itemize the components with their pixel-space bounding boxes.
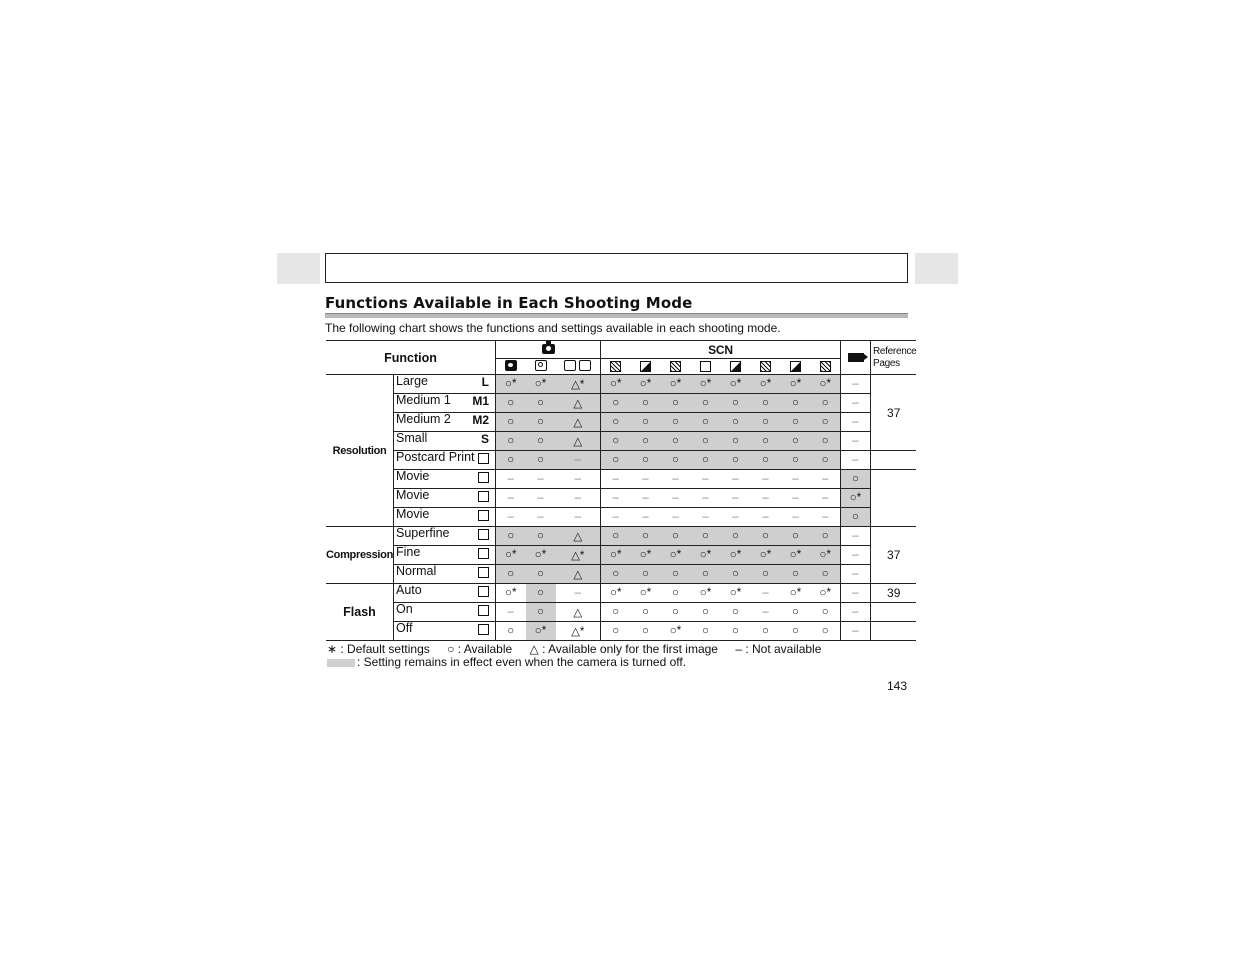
mode-cell: ○ (811, 394, 841, 413)
row-setting-icon: S (480, 432, 489, 446)
mode-cell: – (661, 470, 691, 489)
mode-cell: △ (556, 603, 601, 622)
table-row (326, 603, 916, 622)
row-setting-icon (478, 489, 489, 503)
right-page-tab (915, 253, 958, 284)
mode-cell: – (751, 603, 781, 622)
mode-cell: ○ (721, 451, 751, 470)
mode-cell: ○ (661, 394, 691, 413)
mode-cell: ○ (631, 432, 661, 451)
mode-cell: – (781, 489, 811, 508)
mode-cell: ○ (601, 432, 631, 451)
mode-cell: ○ (496, 413, 526, 432)
mode-cell: ○ (811, 451, 841, 470)
reference-page-cell: 37 (871, 375, 917, 451)
row-label (394, 508, 496, 527)
mode-cell: ○ (526, 413, 556, 432)
mode-cell: ○ (691, 432, 721, 451)
mode-cell: △ (556, 565, 601, 584)
mode-cell: – (526, 489, 556, 508)
mode-cell: – (721, 508, 751, 527)
mode-cell: ○* (496, 584, 526, 603)
mode-cell: – (751, 470, 781, 489)
mode-cell: ○ (811, 565, 841, 584)
mode-cell: – (526, 508, 556, 527)
row-setting-icon (478, 584, 489, 598)
mode-cell: ○ (781, 394, 811, 413)
mode-cell: ○* (781, 546, 811, 565)
mode-cell: – (496, 508, 526, 527)
gray-swatch (327, 659, 355, 667)
mode-cell: ○ (496, 622, 526, 641)
mode-cell: ○ (661, 432, 691, 451)
beach-header (781, 359, 811, 375)
row-setting-icon: M2 (472, 413, 489, 427)
mode-cell: ○ (811, 527, 841, 546)
row-label (394, 394, 496, 413)
mode-cell: – (631, 489, 661, 508)
mode-cell: – (781, 508, 811, 527)
mode-cell: – (781, 470, 811, 489)
mode-cell: – (811, 489, 841, 508)
row-setting-icon (478, 546, 489, 560)
reference-header-line1: Reference (873, 345, 917, 357)
row-label (394, 470, 496, 489)
setting-icon (478, 472, 489, 483)
row-setting-icon (478, 622, 489, 636)
mode-cell: ○ (601, 527, 631, 546)
legend-default: ∗ : Default settings (327, 642, 430, 656)
page-number: 143 (887, 679, 908, 693)
mode-cell: ○ (601, 394, 631, 413)
mode-cell: ○* (721, 584, 751, 603)
mode-cell: △ (556, 413, 601, 432)
mode-cell: ○* (781, 375, 811, 394)
mode-cell: ○* (661, 546, 691, 565)
mode-cell: ○* (526, 375, 556, 394)
night-snapshot-icon (640, 361, 651, 372)
legend-first-image: △ : Available only for the first image (529, 642, 718, 656)
table-row (326, 470, 916, 489)
mode-cell: – (751, 508, 781, 527)
mode-cell: ○ (526, 527, 556, 546)
function-chart (326, 340, 916, 641)
mode-cell: ○ (631, 451, 661, 470)
scn-group-header: SCN (601, 341, 841, 359)
mode-cell: ○* (751, 375, 781, 394)
mode-cell: – (841, 565, 871, 584)
mode-cell: – (841, 432, 871, 451)
portrait-header (601, 359, 631, 375)
mode-cell: – (601, 489, 631, 508)
mode-cell: ○* (661, 375, 691, 394)
row-label-text: Off (396, 621, 413, 635)
mode-cell: △* (556, 546, 601, 565)
mode-cell: ○ (601, 451, 631, 470)
setting-icon (478, 453, 489, 464)
mode-cell: ○ (811, 622, 841, 641)
reference-page-cell (871, 622, 917, 641)
row-label (394, 584, 496, 603)
row-label-text: Fine (396, 545, 421, 559)
setting-icon (478, 548, 489, 559)
stitch-assist-icon (564, 360, 576, 371)
mode-cell: ○ (721, 622, 751, 641)
row-setting-icon: L (481, 375, 489, 389)
mode-cell: ○ (661, 603, 691, 622)
row-label (394, 451, 496, 470)
mode-cell: – (721, 489, 751, 508)
mode-cell: ○ (631, 394, 661, 413)
mode-cell: △ (556, 432, 601, 451)
mode-cell: ○ (526, 432, 556, 451)
mode-cell: ○ (751, 413, 781, 432)
legend-not-available: – : Not available (735, 642, 822, 656)
mode-cell: – (841, 603, 871, 622)
mode-cell: ○* (496, 375, 526, 394)
mode-cell: – (496, 470, 526, 489)
table-row (326, 375, 916, 394)
mode-cell: ○ (811, 413, 841, 432)
foliage-icon (730, 361, 741, 372)
table-row (326, 565, 916, 584)
mode-cell: ○ (601, 565, 631, 584)
mode-cell: ○* (721, 375, 751, 394)
table-row (326, 432, 916, 451)
mode-cell: – (556, 489, 601, 508)
mode-cell: ○ (781, 413, 811, 432)
mode-cell: ○* (691, 546, 721, 565)
group-compression: Compression (326, 527, 394, 584)
mode-cell: ○ (721, 432, 751, 451)
table-row (326, 527, 916, 546)
row-setting-icon (478, 565, 489, 579)
mode-cell: ○ (691, 451, 721, 470)
row-label (394, 603, 496, 622)
mode-cell: ○ (601, 603, 631, 622)
function-header: Function (326, 341, 496, 375)
mode-cell: – (556, 451, 601, 470)
auto-mode-header (496, 359, 526, 375)
mode-cell: ○* (496, 546, 526, 565)
mode-cell: – (661, 489, 691, 508)
mode-cell: ○ (751, 527, 781, 546)
mode-cell: ○ (721, 565, 751, 584)
mode-cell: ○ (691, 565, 721, 584)
row-label (394, 432, 496, 451)
setting-icon (478, 624, 489, 635)
beach-icon (790, 361, 801, 372)
row-label-text: Normal (396, 564, 437, 578)
row-setting-icon (478, 603, 489, 617)
mode-cell: ○ (781, 432, 811, 451)
movie-mode-icon (848, 353, 864, 362)
mode-cell: – (631, 470, 661, 489)
snow-icon (760, 361, 771, 372)
mode-cell: ○ (841, 508, 871, 527)
snow-header (751, 359, 781, 375)
night-snapshot-header (631, 359, 661, 375)
row-setting-icon (478, 451, 489, 465)
camera-icon (542, 344, 555, 354)
indoor-icon (700, 361, 711, 372)
mode-cell: ○ (631, 413, 661, 432)
table-row (326, 622, 916, 641)
row-setting-icon (478, 508, 489, 522)
mode-cell: ○ (811, 432, 841, 451)
row-label-text: Movie (396, 488, 430, 502)
mode-cell: – (691, 508, 721, 527)
mode-cell: – (661, 508, 691, 527)
mode-cell: ○ (601, 413, 631, 432)
mode-cell: ○* (781, 584, 811, 603)
row-setting-icon (478, 470, 489, 484)
mode-cell: ○* (631, 375, 661, 394)
mode-cell: – (811, 470, 841, 489)
fireworks-header (811, 359, 841, 375)
header-box (325, 253, 908, 283)
mode-cell: ○ (526, 584, 556, 603)
mode-cell: – (751, 584, 781, 603)
mode-cell: ○ (781, 603, 811, 622)
mode-cell: ○* (841, 489, 871, 508)
reference-page-cell: 37 (871, 527, 917, 584)
row-label (394, 489, 496, 508)
table-row (326, 489, 916, 508)
mode-cell: ○ (751, 451, 781, 470)
row-label (394, 375, 496, 394)
mode-cell: ○ (721, 603, 751, 622)
mode-cell: ○* (811, 584, 841, 603)
row-label (394, 622, 496, 641)
mode-cell: ○ (526, 451, 556, 470)
mode-cell: ○ (751, 622, 781, 641)
row-label-text: Medium 1 (396, 393, 451, 407)
foliage-header (721, 359, 751, 375)
movie-mode-header (841, 341, 871, 375)
table-row (326, 413, 916, 432)
mode-cell: – (841, 394, 871, 413)
row-label-text: Medium 2 (396, 412, 451, 426)
mode-cell: – (496, 603, 526, 622)
mode-cell: – (691, 489, 721, 508)
mode-cell: ○ (661, 527, 691, 546)
reference-page-cell (871, 451, 917, 470)
group-resolution: Resolution (326, 375, 394, 527)
row-label-text: Small (396, 431, 428, 445)
left-page-tab (277, 253, 320, 284)
row-setting-icon: M1 (472, 394, 489, 408)
row-label-text: On (396, 602, 413, 616)
legend-available: ○ : Available (447, 642, 513, 656)
mode-cell: ○ (496, 565, 526, 584)
mode-cell: ○ (661, 565, 691, 584)
table-row (326, 451, 916, 470)
mode-cell: ○* (526, 546, 556, 565)
mode-cell: △* (556, 375, 601, 394)
row-setting-icon (478, 527, 489, 541)
row-label-text: Movie (396, 469, 430, 483)
mode-cell: ○ (691, 413, 721, 432)
mode-cell: ○* (631, 584, 661, 603)
mode-cell: △ (556, 527, 601, 546)
mode-cell: ○ (496, 451, 526, 470)
mode-cell: ○* (751, 546, 781, 565)
mode-cell: – (556, 584, 601, 603)
table-row (326, 546, 916, 565)
reference-header-line2: Pages (873, 357, 900, 369)
mode-cell: – (721, 470, 751, 489)
mode-cell: ○* (601, 584, 631, 603)
mode-cell: ○* (526, 622, 556, 641)
mode-cell: – (631, 508, 661, 527)
stitch-assist-header (556, 359, 601, 375)
setting-icon (478, 567, 489, 578)
mode-cell: ○ (496, 432, 526, 451)
mode-cell: ○* (691, 375, 721, 394)
row-label-text: Movie (396, 507, 430, 521)
reference-pages-header (871, 341, 917, 375)
mode-cell: – (841, 622, 871, 641)
mode-cell: – (841, 375, 871, 394)
camera-group-header (496, 341, 601, 359)
setting-icon (478, 586, 489, 597)
intro-text: The following chart shows the functions and settings available in each shooting mode. (325, 321, 781, 335)
table-row (326, 394, 916, 413)
mode-cell: ○ (526, 394, 556, 413)
mode-cell: – (841, 546, 871, 565)
mode-cell: ○* (631, 546, 661, 565)
stitch-assist-icon-2 (579, 360, 591, 371)
indoor-header (691, 359, 721, 375)
title-rule (325, 313, 908, 318)
setting-icon (478, 510, 489, 521)
mode-cell: ○ (661, 413, 691, 432)
row-label-text: Postcard Print (396, 450, 475, 464)
mode-cell: ○* (661, 622, 691, 641)
mode-cell: ○ (781, 451, 811, 470)
row-label-text: Large (396, 374, 428, 388)
row-label (394, 413, 496, 432)
reference-page-cell: 39 (871, 584, 917, 603)
mode-cell: – (496, 489, 526, 508)
mode-cell: ○ (721, 413, 751, 432)
row-label-text: Auto (396, 583, 422, 597)
row-label (394, 546, 496, 565)
auto-mode-icon (505, 360, 517, 371)
mode-cell: – (841, 527, 871, 546)
mode-cell: – (601, 470, 631, 489)
page-title: Functions Available in Each Shooting Mode (325, 294, 693, 312)
table-row (326, 584, 916, 603)
legend-persist: : Setting remains in effect even when the camera is turned off. (357, 655, 687, 669)
mode-cell: ○ (691, 622, 721, 641)
mode-cell: – (556, 470, 601, 489)
mode-cell: ○* (811, 375, 841, 394)
mode-cell: ○ (691, 394, 721, 413)
mode-cell: ○ (781, 622, 811, 641)
mode-cell: ○ (691, 527, 721, 546)
mode-cell: ○ (721, 527, 751, 546)
mode-cell: ○ (781, 527, 811, 546)
mode-cell: – (556, 508, 601, 527)
fireworks-icon (820, 361, 831, 372)
mode-cell: ○ (631, 565, 661, 584)
mode-cell: ○ (811, 603, 841, 622)
mode-cell: – (811, 508, 841, 527)
mode-cell: – (841, 451, 871, 470)
reference-page-cell (871, 603, 917, 622)
mode-cell: ○ (631, 622, 661, 641)
mode-cell: ○ (691, 603, 721, 622)
mode-cell: ○* (811, 546, 841, 565)
mode-cell: ○ (721, 394, 751, 413)
mode-cell: ○ (751, 394, 781, 413)
mode-cell: ○ (526, 565, 556, 584)
row-label-text: Superfine (396, 526, 450, 540)
setting-icon (478, 491, 489, 502)
mode-cell: ○ (526, 603, 556, 622)
manual-mode-header (526, 359, 556, 375)
mode-cell: △* (556, 622, 601, 641)
legend-persist-row (327, 655, 686, 669)
row-label (394, 565, 496, 584)
mode-cell: – (526, 470, 556, 489)
manual-mode-icon (535, 360, 547, 371)
mode-cell: – (751, 489, 781, 508)
mode-cell: ○ (631, 603, 661, 622)
row-label (394, 527, 496, 546)
mode-cell: ○ (661, 584, 691, 603)
kids-pets-icon (670, 361, 681, 372)
mode-cell: – (601, 508, 631, 527)
table-row (326, 508, 916, 527)
mode-cell: ○* (721, 546, 751, 565)
mode-cell: – (841, 413, 871, 432)
mode-cell: – (691, 470, 721, 489)
group-flash: Flash (326, 584, 394, 641)
portrait-icon (610, 361, 621, 372)
mode-cell: ○* (601, 546, 631, 565)
mode-cell: ○* (601, 375, 631, 394)
mode-cell: ○ (841, 470, 871, 489)
mode-cell: ○ (661, 451, 691, 470)
kids-pets-header (661, 359, 691, 375)
mode-cell: ○ (496, 394, 526, 413)
mode-cell: ○ (751, 565, 781, 584)
mode-cell: ○* (691, 584, 721, 603)
mode-cell: ○ (631, 527, 661, 546)
mode-cell: ○ (601, 622, 631, 641)
reference-page-cell (871, 470, 917, 527)
mode-cell: ○ (496, 527, 526, 546)
setting-icon (478, 529, 489, 540)
mode-cell: ○ (781, 565, 811, 584)
legend (327, 643, 835, 655)
mode-cell: ○ (751, 432, 781, 451)
mode-cell: △ (556, 394, 601, 413)
setting-icon (478, 605, 489, 616)
mode-cell: – (841, 584, 871, 603)
